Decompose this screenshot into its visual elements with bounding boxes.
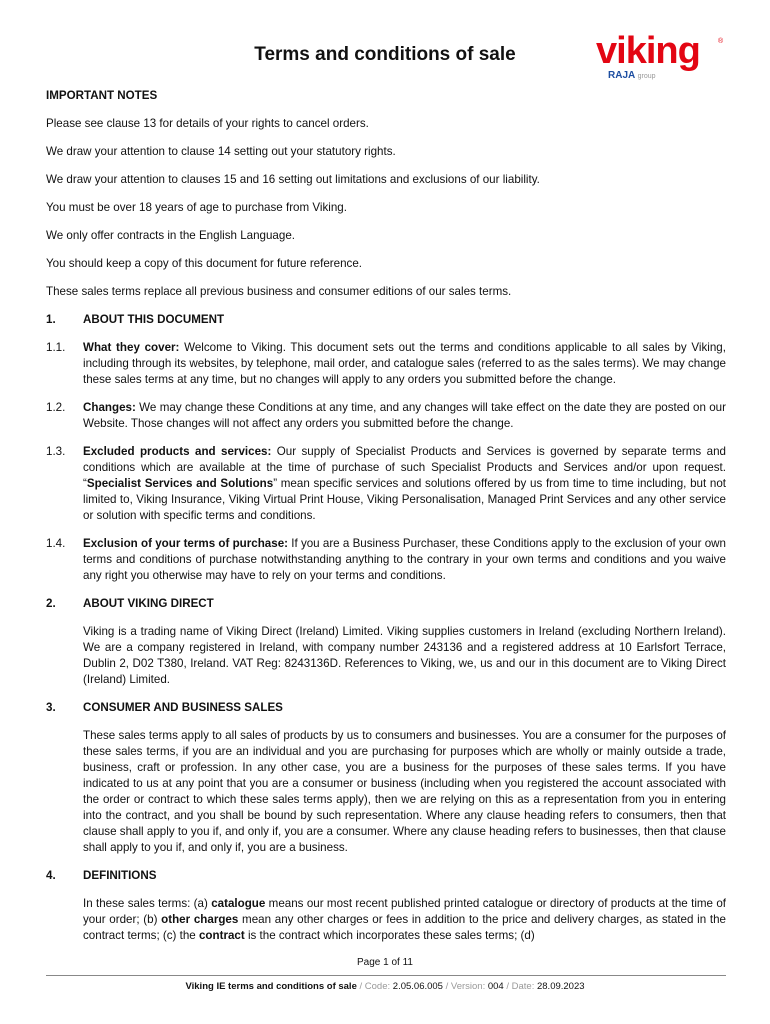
footer-date: 28.09.2023 — [536, 981, 585, 992]
footer-version: 004 — [487, 981, 504, 992]
document-body — [46, 88, 726, 956]
section-4-text: In these sales terms: (a) catalogue means our most recent published printed catalogue or directory of products at the time of your order; (b) other charges mean any other charges or fees in addition to the price and delivery charges, as stated in the contract terms; (c) the contract is the contract which incorporates these sales terms; (d) — [83, 897, 727, 942]
note-item: We draw your attention to clause 14 setting out your statutory rights. — [46, 145, 396, 158]
logo-wordmark: viking — [596, 30, 700, 72]
logo-raja-group: RAJA group — [608, 70, 656, 81]
note-item: These sales terms replace all previous business and consumer editions of our sales terms. — [46, 285, 512, 298]
section-4-heading: 4. DEFINITIONS — [46, 869, 157, 882]
footer-divider — [46, 975, 726, 976]
section-1-heading: 1. ABOUT THIS DOCUMENT — [46, 313, 225, 326]
logo-registered-mark: ® — [718, 38, 724, 45]
footer: Viking IE terms and conditions of sale / Code: 2.05.06.005 / Version: 004 / Date: 28.09.2023 — [185, 981, 585, 992]
note-item: You must be over 18 years of age to purchase from Viking. — [46, 201, 347, 214]
section-2-text: Viking is a trading name of Viking Direct (Ireland) Limited. Viking supplies customers in Ireland (excluding Northern Ireland). We are a company registered in Ireland, with company number 243136 and a registered address at 10 Earlsfort Terrace, Dublin 2, D02 T380, Ireland. VAT Reg: 8243136D. References to Viking, we, us and our in this document are to Viking Direct (Ireland) Limited. — [83, 625, 726, 686]
page-number: Page 1 of 11 — [357, 957, 413, 968]
page-title: Terms and conditions of sale — [254, 44, 516, 65]
footer-code: 2.05.06.005 — [392, 981, 443, 992]
clause-1-2: 1.2. Changes: We may change these Conditions at any time, and any changes will take effect on the date they are posted on our Website. Those changes will not affect any orders you submitted before the change. — [46, 401, 726, 430]
note-item: Please see clause 13 for details of your rights to cancel orders. — [46, 117, 369, 130]
important-notes-heading: IMPORTANT NOTES — [46, 89, 158, 102]
note-item: You should keep a copy of this document for future reference. — [46, 257, 363, 270]
viking-logo — [596, 30, 726, 85]
section-2-heading: 2. ABOUT VIKING DIRECT — [46, 597, 214, 610]
note-item: We draw your attention to clauses 15 and 16 setting out limitations and exclusions of our liability. — [46, 173, 540, 186]
clause-1-1: 1.1. What they cover: Welcome to Viking. This document sets out the terms and conditions applicable to all sales by Viking, including through its websites, by telephone, mail order, and catalogue sales (referred to as the sales terms). We may change these sales terms at any time, but no changes will apply to any orders you submitted before the change. — [46, 341, 726, 386]
note-item: We only offer contracts in the English Language. — [46, 229, 295, 242]
clause-1-3: 1.3. Excluded products and services: Our supply of Specialist Products and Services is governed by separate terms and conditions which are available at the time of purchase of such Specialist Products and Services and/or upon request. “Specialist Services and Solutions” mean specific services and solutions offered by us from time to time including, but not limited to, Viking Insurance, Viking Virtual Print House, Viking Personalisation, Managed Print Services and any other service or solution with specific terms and conditions. — [46, 445, 726, 522]
section-3-text: These sales terms apply to all sales of products by us to consumers and businesses. You are a consumer for the purposes of these sales terms, if you are an individual and you are purchasing for purposes which are wholly or mainly outside a trade, business, craft or profession. In any other case, you are a business for the purposes of these sales terms. If you have indicated to us at any point that you are a consumer or business (including when you registered the account associated with the order or contract to which these sales terms apply), then we are relying on this as a representation from you in entering into the contract, and you shall be bound by such representation. Where any clause heading refers to consumers, then that clause shall apply to you if, and only if, you are a consumer. Where any clause heading refers to businesses, then that clause shall apply to you if, and only if, you are a business. — [83, 729, 726, 854]
clause-1-4: 1.4. Exclusion of your terms of purchase: If you are a Business Purchaser, these Conditions apply to the exclusion of your own terms and conditions of purchase notwithstanding anything to the contrary in your own terms and conditions and you waive any right you otherwise may have to rely on your terms and conditions. — [46, 537, 726, 582]
footer-doc-name: Viking IE terms and conditions of sale — [185, 981, 357, 992]
section-3-heading: 3. CONSUMER AND BUSINESS SALES — [46, 701, 283, 714]
